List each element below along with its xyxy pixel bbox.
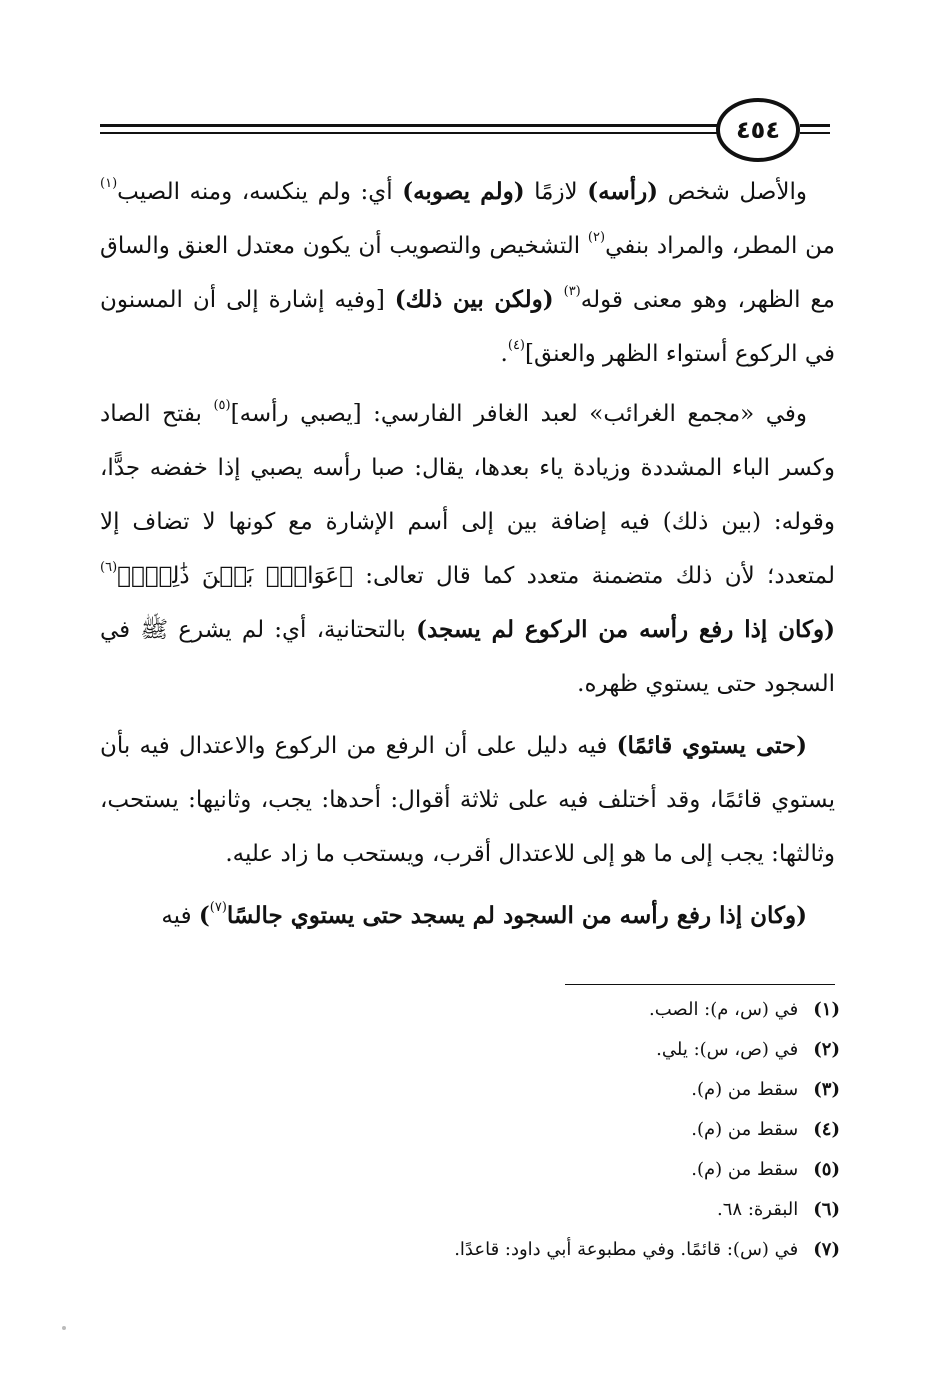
text-run: من المطر، والمراد بنفي — [605, 233, 835, 259]
footnote-text: في (ص، س): يلي. — [656, 1039, 804, 1060]
text-run: . — [500, 341, 508, 367]
footnote-number: (١) — [813, 999, 840, 1020]
text-run: أي: ولم ينكسه، ومنه الصيب — [117, 179, 403, 205]
footnote-text: سقط من (م). — [691, 1079, 804, 1100]
text-run: فيه دليل على أن الرفع من الركوع والاعتدال فيه بأن يستوي قائمًا، وقد أختلف فيه على ثلاثة أقوال: أحدها: يجب، وثانيها: يستحب، وثالثها: يجب إلى ما هو إلى للاعتدال أقرب، ويستحب ما زاد عليه. — [100, 733, 835, 867]
header-rule-right-bottom — [800, 132, 830, 134]
footnote-number: (٣) — [813, 1079, 840, 1100]
hadith-quote: (وكان إذا رفع رأسه من الركوع لم يسجد) — [416, 616, 835, 643]
footnote-separator — [565, 984, 835, 985]
footnote-ref: (٧) — [209, 900, 227, 915]
text-run: بفتح الصاد وكسر الباء المشددة وزيادة ياء بعدها، يقال: صبا رأسه يصبي إذا خفضه جدًّا، وقوله: (بين ذلك) فيه إضافة بين إلى أسم الإشارة مع كونها لا تضاف إلا لمتعدد؛ لأن ذلك متضمنة متعدد كما قال تعالى: ﴿عَوَانٌۢ بَيۡنَ ذَٰلِكَۖ﴾ — [100, 401, 835, 589]
text-run: بالتحتانية، أي: لم يشرع ﷺ في السجود حتى يستوي ظهره. — [100, 617, 835, 697]
footnote-item — [300, 1190, 840, 1230]
footnote-item — [300, 1230, 840, 1270]
text-run: فيه — [161, 903, 199, 929]
paragraph — [100, 719, 835, 881]
paragraph — [100, 165, 835, 381]
main-text — [100, 165, 835, 949]
footnote-text: سقط من (م). — [691, 1159, 804, 1180]
text-run: والأصل شخص — [658, 179, 807, 205]
footnote-ref: (١) — [100, 176, 118, 191]
footnote-ref: (٢) — [587, 230, 606, 245]
text-run — [554, 287, 564, 313]
paragraph — [100, 889, 835, 943]
footnote-number: (٤) — [813, 1119, 840, 1140]
footnote-text: سقط من (م). — [691, 1119, 804, 1140]
hadith-quote: (ولم يصوبه) — [402, 178, 525, 205]
footnote-number: (٧) — [813, 1239, 840, 1260]
page-number: ٤٥٤ — [736, 116, 780, 144]
footnote-item — [300, 1150, 840, 1190]
paragraph — [100, 387, 835, 711]
hadith-quote: (حتى يستوي قائمًا) — [616, 732, 807, 759]
footnote-ref: (٣) — [563, 284, 581, 299]
footnote-text: في (س، م): الصب. — [648, 999, 804, 1020]
header-rule-top — [100, 124, 720, 127]
footnote-item — [300, 990, 840, 1030]
hadith-quote: (وكان إذا رفع رأسه من السجود لم يسجد حتى يستوي جالسًا — [226, 902, 807, 929]
footnotes — [300, 990, 840, 1270]
footnote-item — [300, 1110, 840, 1150]
footnote-text: في (س): قائمًا. وفي مطبوعة أبي داود: قاعدًا. — [454, 1239, 804, 1260]
text-run: [وفيه إشارة إلى أن المسنون في الركوع أستواء الظهر والعنق] — [100, 287, 835, 367]
hadith-quote: (رأسه) — [587, 178, 659, 205]
text-run: لازمًا — [524, 179, 588, 205]
header-rule-bottom — [100, 132, 720, 134]
footnote-item — [300, 1070, 840, 1110]
page-number-frame — [716, 98, 800, 162]
footnote-ref: (٦) — [100, 560, 118, 575]
footnote-ref: (٤) — [507, 338, 525, 353]
text-run: وفي «مجمع الغرائب» لعبد الغافر الفارسي: [يصبي رأسه] — [230, 401, 807, 427]
hadith-quote: (ولكن بين ذلك) — [394, 286, 554, 313]
footnote-ref: (٥) — [213, 398, 231, 413]
footnote-number: (٢) — [813, 1039, 840, 1060]
header-rule-right-top — [800, 124, 830, 127]
footnote-number: (٥) — [813, 1159, 840, 1180]
hadith-quote: ) — [198, 902, 210, 929]
footnote-number: (٦) — [813, 1199, 840, 1220]
text-run: التشخيص والتصويب أن يكون معتدل العنق والساق مع الظهر، وهو معنى قوله — [100, 233, 835, 313]
margin-dot — [62, 1326, 66, 1330]
footnote-item — [300, 1030, 840, 1070]
footnote-text: البقرة: ٦٨. — [717, 1199, 804, 1220]
